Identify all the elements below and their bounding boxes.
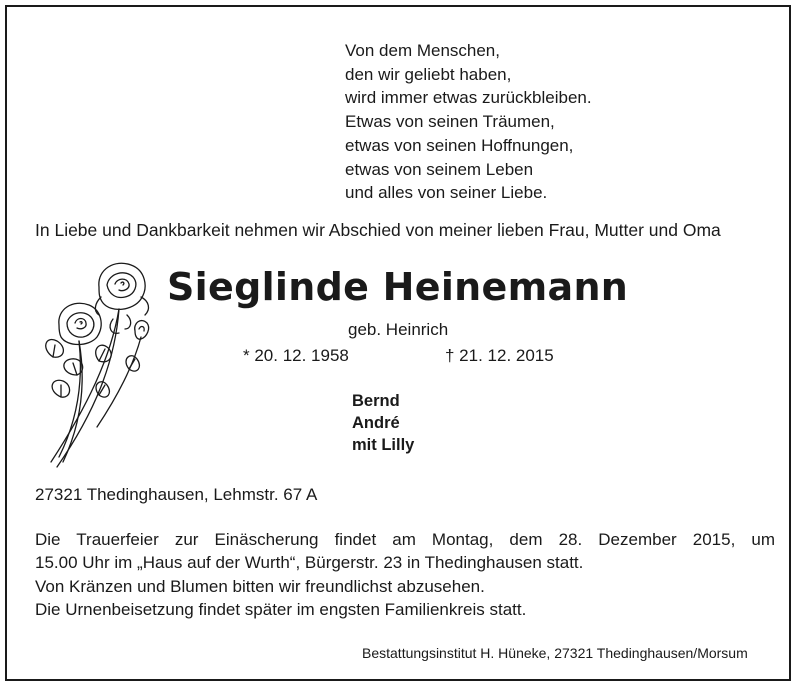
funeral-details bbox=[35, 528, 775, 622]
poem-line: Etwas von seinen Träumen, bbox=[345, 112, 555, 132]
roses-illustration bbox=[37, 257, 162, 472]
memorial-poem bbox=[345, 39, 592, 205]
poem-line: Von dem Menschen, bbox=[345, 41, 500, 60]
obituary-notice bbox=[5, 5, 791, 681]
mourner-name: Bernd bbox=[352, 392, 400, 410]
poem-line: etwas von seinem Leben bbox=[345, 159, 534, 179]
details-line: Die Urnenbeisetzung findet später im engsten Familienkreis statt. bbox=[35, 600, 527, 620]
funeral-home: Bestattungsinstitut H. Hüneke, 27321 Thedinghausen/Morsum bbox=[362, 645, 748, 661]
mourners-list bbox=[352, 390, 414, 456]
death-date: † 21. 12. 2015 bbox=[445, 346, 554, 365]
details-line: 15.00 Uhr im „Haus auf der Wurth“, Bürgerstr. 23 in Thedinghausen statt. bbox=[35, 553, 584, 573]
mourner-name: mit Lilly bbox=[352, 436, 415, 454]
poem-line: wird immer etwas zurückbleiben. bbox=[345, 88, 592, 108]
deceased-name: Sieglinde Heinemann bbox=[167, 265, 629, 309]
family-address: 27321 Thedinghausen, Lehmstr. 67 A bbox=[35, 485, 318, 504]
birth-date: * 20. 12. 1958 bbox=[243, 346, 349, 365]
maiden-name: geb. Heinrich bbox=[348, 320, 449, 339]
poem-line: und alles von seiner Liebe. bbox=[345, 183, 548, 203]
details-line: Von Kränzen und Blumen bitten wir freundlichst abzusehen. bbox=[35, 576, 485, 596]
poem-line: den wir geliebt haben, bbox=[345, 64, 512, 84]
poem-line: etwas von seinen Hoffnungen, bbox=[345, 135, 574, 155]
mourner-name: André bbox=[352, 414, 400, 432]
farewell-intro: In Liebe und Dankbarkeit nehmen wir Abschied von meiner lieben Frau, Mutter und Oma bbox=[35, 220, 721, 240]
details-line: Die Trauerfeier zur Einäscherung findet am Montag, dem 28. Dezember 2015, um bbox=[35, 530, 775, 549]
